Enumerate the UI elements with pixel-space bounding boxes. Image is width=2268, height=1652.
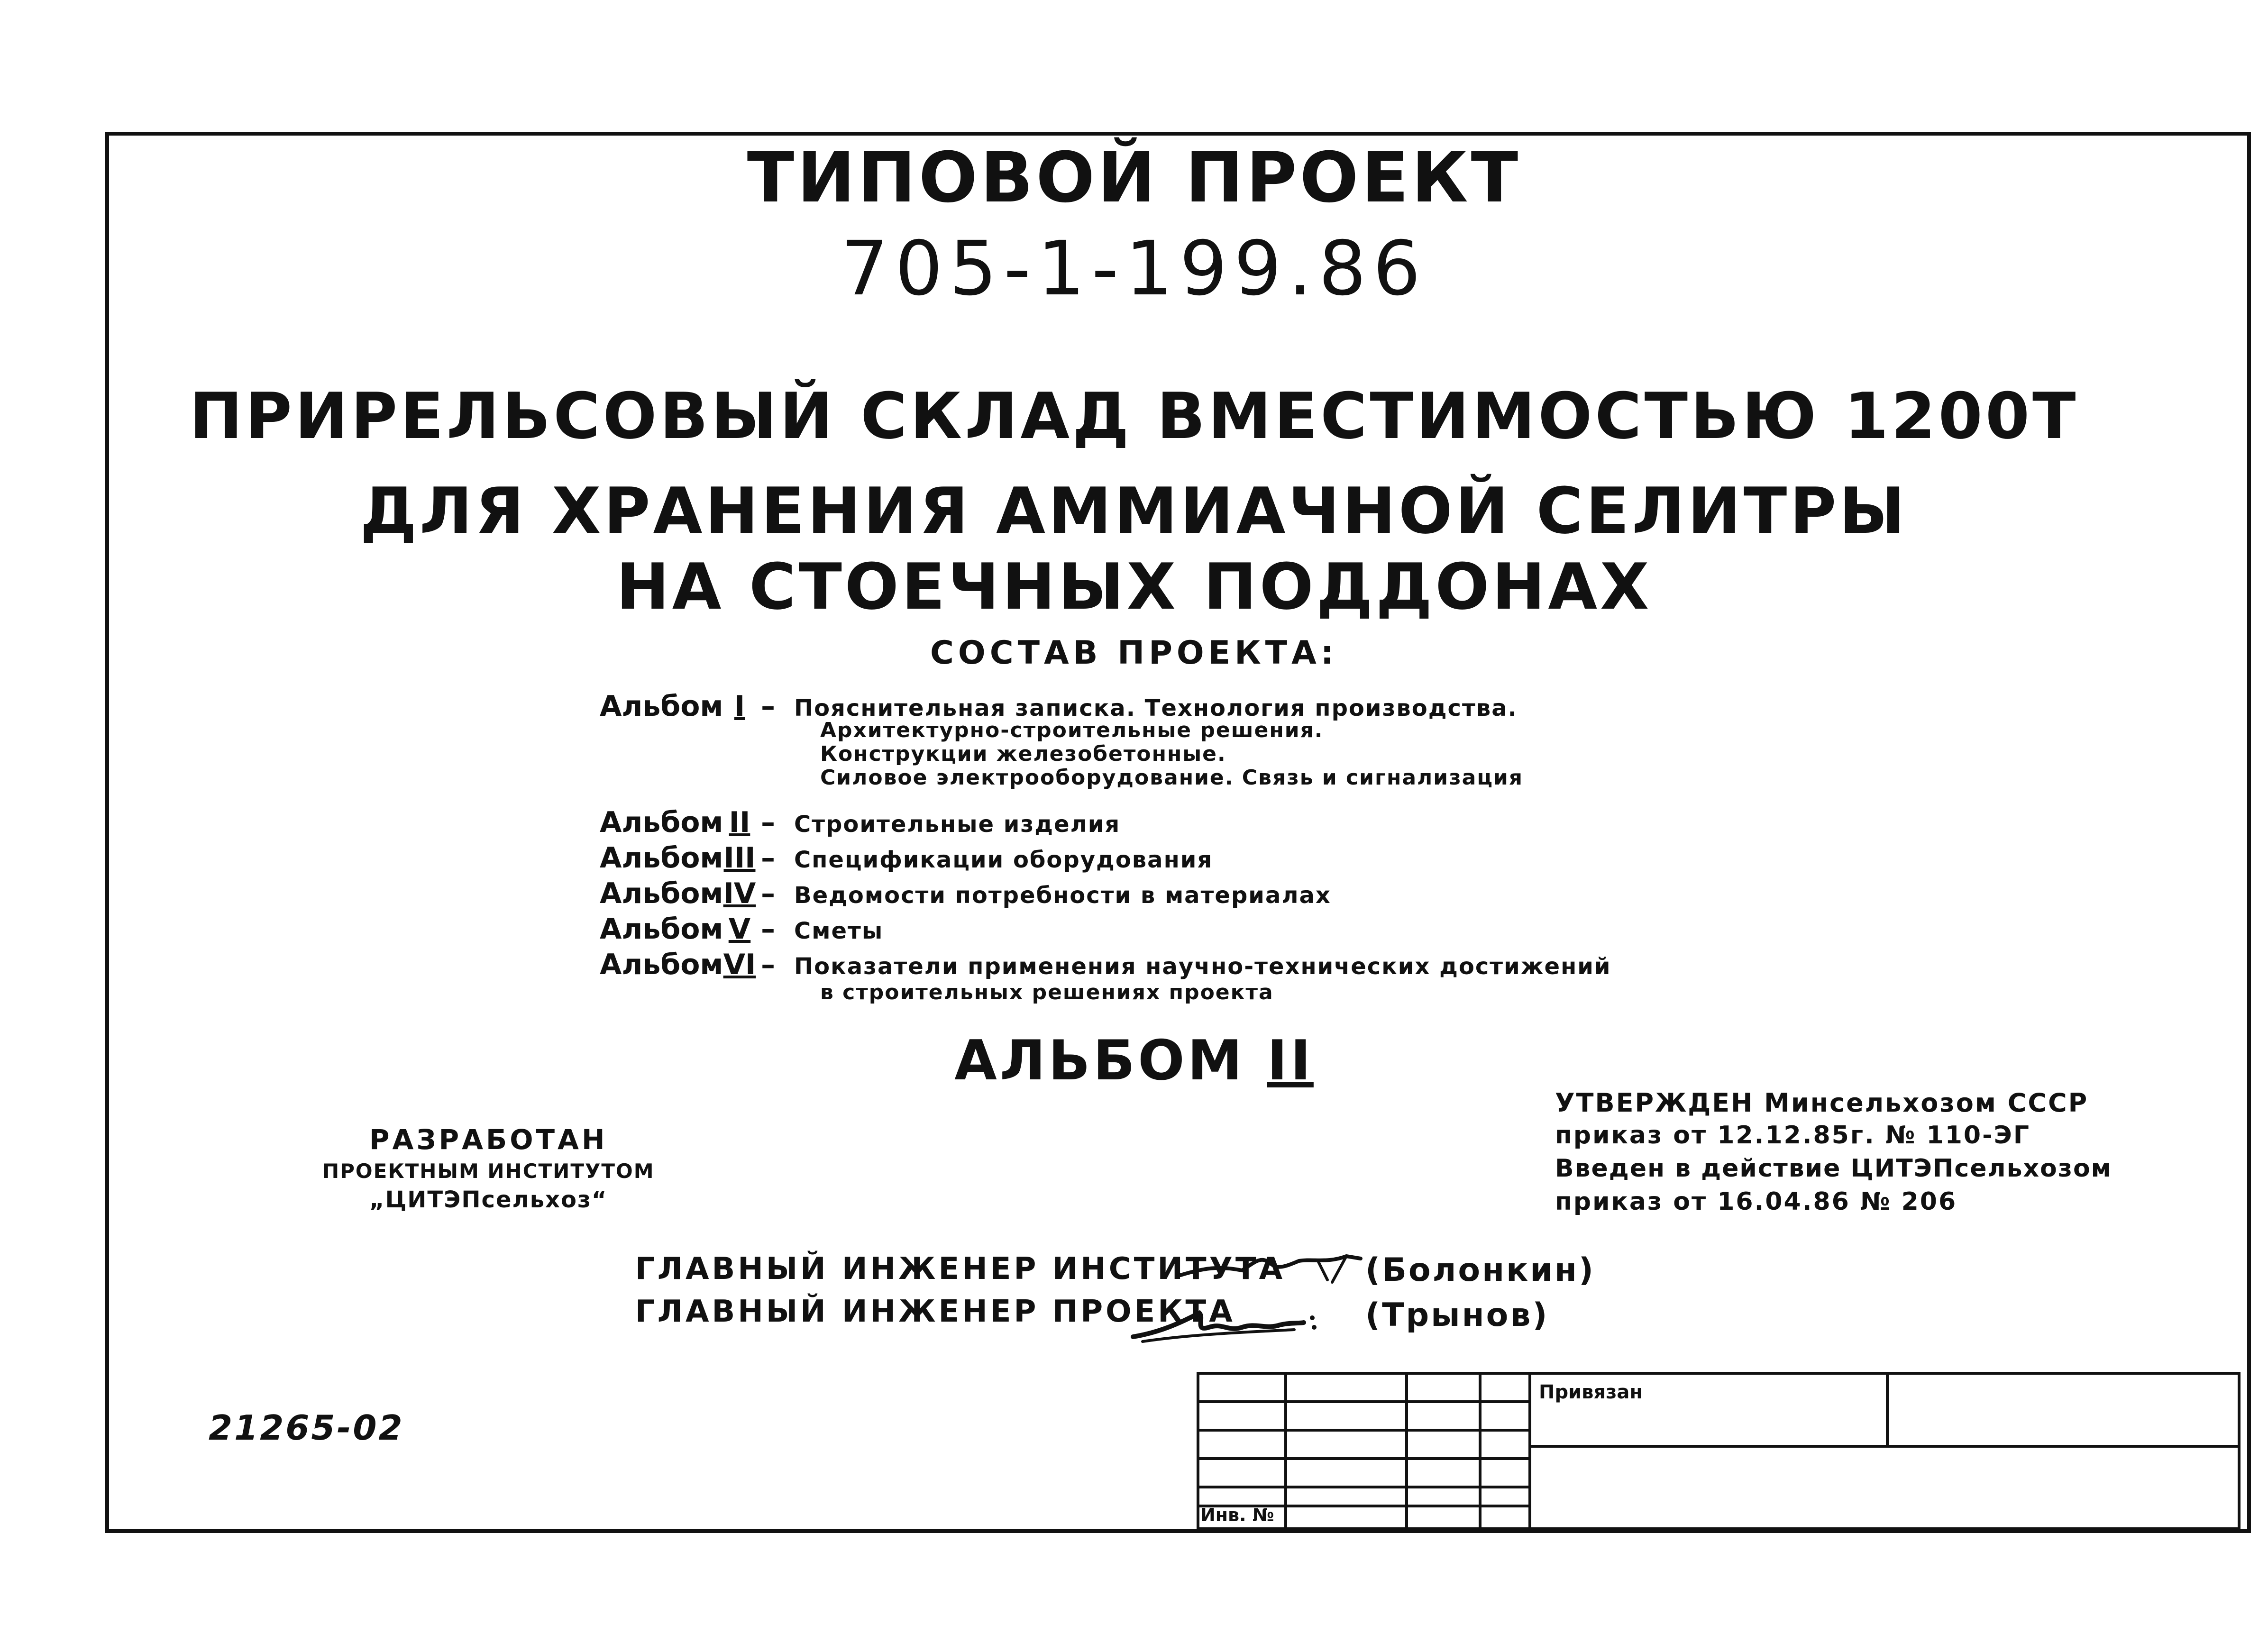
album-label: Альбом — [600, 841, 723, 875]
institute-engineer-role: ГЛАВНЫЙ ИНЖЕНЕР ИНСТИТУТА — [635, 1251, 1286, 1287]
stamp-cell — [1886, 1372, 2241, 1448]
project-engineer-role: ГЛАВНЫЙ ИНЖЕНЕР ПРОЕКТА — [635, 1294, 1235, 1329]
album-row-1: Альбом I – Пояснительная записка. Технология производства. — [600, 690, 1518, 723]
album-label: Альбом — [600, 948, 723, 981]
approval-block — [1555, 1088, 2112, 1221]
developer-line-3: „ЦИТЭПсельхоз“ — [369, 1187, 608, 1213]
title-line-3: НА СТОЕЧНЫХ ПОДДОНАХ — [616, 550, 1652, 624]
album-number: V — [728, 913, 751, 946]
project-code: 705-1-199.86 — [841, 225, 1427, 312]
album-label: Альбом — [600, 877, 723, 910]
album-description: Пояснительная записка. Технология производства. — [794, 695, 1518, 721]
approval-line-1: УТВЕРЖДЕН Минсельхозом СССР — [1555, 1088, 2089, 1118]
stamp-row-line — [1197, 1400, 1531, 1403]
album-label: Альбом — [600, 690, 723, 723]
album-row-3: АльбомIII – Спецификации оборудования — [600, 841, 1213, 875]
album-description: Сметы — [794, 918, 884, 944]
approval-line-3: Введен в действие ЦИТЭПсельхозом — [1555, 1154, 2113, 1183]
album-description: Строительные изделия — [794, 811, 1121, 838]
album-label: Альбом — [600, 806, 723, 839]
album-number: II — [729, 806, 750, 839]
current-album-label: АЛЬБОМ — [954, 1029, 1245, 1093]
album-row-4: АльбомIV – Ведомости потребности в материалах — [600, 877, 1331, 910]
album-number: I — [734, 690, 745, 723]
album-row-2: Альбом II – Строительные изделия — [600, 806, 1121, 839]
project-signature — [1124, 1289, 1323, 1351]
title-line-2: ДЛЯ ХРАНЕНИЯ АММИАЧНОЙ СЕЛИТРЫ — [360, 474, 1908, 548]
project-type-label: ТИПОВОЙ ПРОЕКТ — [747, 137, 1521, 218]
stamp-row-line — [1197, 1486, 1531, 1488]
archive-number: 21265-02 — [209, 1408, 404, 1448]
developer-line-1: РАЗРАБОТАН — [369, 1123, 608, 1156]
stamp-row-line — [1197, 1457, 1531, 1460]
developer-block — [322, 1123, 655, 1213]
album-description: Ведомости потребности в материалах — [794, 882, 1331, 909]
developer-line-2: ПРОЕКТНЫМ ИНСТИТУТОМ — [322, 1159, 655, 1183]
album-1-subline-3: Силовое электрооборудование. Связь и сигнализация — [820, 766, 1524, 790]
approval-line-4: приказ от 16.04.86 № 206 — [1555, 1187, 1957, 1216]
album-number: III — [723, 841, 756, 875]
stamp-cell — [1528, 1445, 2241, 1530]
album-label: Альбом — [600, 913, 723, 946]
album-1-subline-1: Архитектурно-строительные решения. — [820, 718, 1324, 742]
institute-engineer-name: (Болонкин) — [1365, 1251, 1595, 1289]
stamp-bound-label: Привязан — [1539, 1381, 1643, 1403]
institute-signature — [1176, 1242, 1365, 1294]
album-row-5: Альбом V – Сметы — [600, 913, 884, 946]
album-number: IV — [723, 877, 756, 910]
album-row-6: АльбомVI – Показатели применения научно-технических достижений — [600, 948, 1611, 981]
album-description: Показатели применения научно-технических достижений — [794, 953, 1611, 980]
approval-line-2: приказ от 12.12.85г. № 110-ЭГ — [1555, 1121, 2030, 1150]
project-engineer-name: (Трынов) — [1365, 1296, 1549, 1334]
stamp-row-line — [1197, 1429, 1531, 1432]
album-6-subline-1: в строительных решениях проекта — [820, 980, 1274, 1004]
composition-heading: СОСТАВ ПРОЕКТА: — [930, 634, 1338, 672]
album-number: VI — [723, 948, 756, 981]
album-1-subline-2: Конструкции железобетонные. — [820, 742, 1226, 766]
current-album — [0, 1029, 2268, 1093]
title-line-1: ПРИРЕЛЬСОВЫЙ СКЛАД ВМЕСТИМОСТЬЮ 1200Т — [189, 379, 2079, 453]
album-description: Спецификации оборудования — [794, 847, 1213, 873]
current-album-number: II — [1267, 1029, 1314, 1093]
stamp-inv-label: Инв. № — [1200, 1505, 1274, 1525]
